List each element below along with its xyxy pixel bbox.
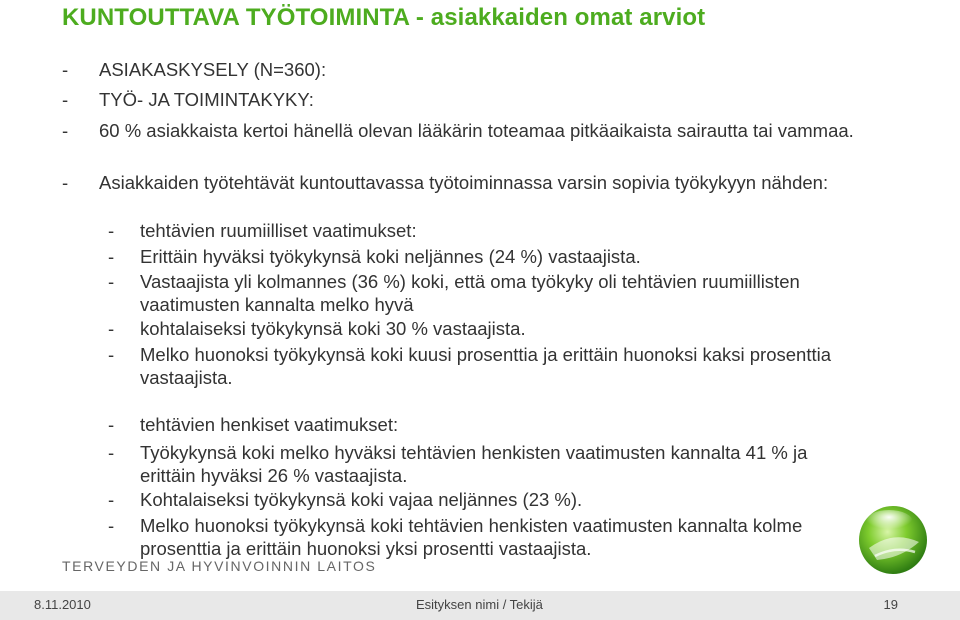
bullet-text: Melko huonoksi työkykynsä koki tehtävien henkisten vaatimusten kannalta kolme prosenttia ja erittäin huonoksi yksi prosentti vastaajista. [140, 515, 803, 559]
footer-presentation-title: Esityksen nimi / Tekijä [416, 597, 543, 612]
bullet-text: Asiakkaiden työtehtävät kuntouttavassa työtoiminnassa varsin sopivia työkykyyn nähden: [99, 172, 829, 193]
bullet-dash: - [62, 89, 69, 110]
bullet-chronic-illness [62, 119, 882, 142]
bullet-text: kohtalaiseksi työkykynsä koki 30 % vastaajista. [140, 318, 526, 339]
bullet-text: tehtävien ruumiilliset vaatimukset: [140, 220, 417, 241]
sub-bullet-moderate [108, 317, 868, 340]
sub-bullet-poor [108, 343, 868, 389]
footer-page-number: 19 [883, 597, 898, 612]
bullet-text: TYÖ- JA TOIMINTAKYKY: [99, 89, 314, 110]
bullet-text: tehtävien henkiset vaatimukset: [140, 414, 399, 435]
sub-bullet-mental-poor [108, 514, 848, 560]
sub-bullet-very-good [108, 245, 868, 268]
bullet-dash: - [108, 318, 115, 339]
footer-date: 8.11.2010 [34, 597, 91, 612]
bullet-dash: - [108, 271, 115, 292]
bullet-dash: - [108, 246, 115, 267]
bullet-text: Melko huonoksi työkykynsä koki kuusi prosenttia ja erittäin huonoksi kaksi prosenttia vastaajista. [140, 344, 832, 388]
bullet-text: ASIAKASKYSELY (N=360): [99, 59, 327, 80]
bullet-text: Erittäin hyväksi työkykynsä koki neljännes (24 %) vastaajista. [140, 246, 641, 267]
sub-bullet-physical-demands [108, 219, 868, 242]
bullet-dash: - [108, 220, 115, 241]
sub-bullet-mental-demands [108, 413, 868, 436]
bullet-dash: - [108, 489, 115, 510]
bullet-dash: - [108, 344, 115, 365]
bullet-text: Kohtalaiseksi työkykynsä koki vajaa neljännes (23 %). [140, 489, 583, 510]
slide-title: KUNTOUTTAVA TYÖTOIMINTA - asiakkaiden omat arviot [62, 4, 706, 31]
sub-bullet-fairly-good [108, 270, 868, 316]
bullet-text: Työkykynsä koki melko hyväksi tehtävien henkisten vaatimusten kannalta 41 % ja erittäin hyväksi 26 % vastaajista. [140, 442, 808, 486]
bullet-dash: - [108, 515, 115, 536]
sub-bullet-mental-moderate [108, 488, 868, 511]
bullet-dash: - [62, 172, 69, 193]
bullet-dash: - [108, 442, 115, 463]
bullet-dash: - [62, 59, 69, 80]
bullet-dash: - [62, 120, 69, 141]
bullet-task-suitability [62, 171, 882, 194]
bullet-survey [62, 58, 882, 81]
green-orb-icon [855, 500, 931, 576]
bullet-text: 60 % asiakkaista kertoi hänellä olevan lääkärin toteamaa pitkäaikaista sairautta tai vammaa. [99, 120, 854, 141]
organization-logo-text: TERVEYDEN JA HYVINVOINNIN LAITOS [62, 558, 377, 574]
sub-bullet-mental-good [108, 441, 868, 487]
bullet-work-ability [62, 88, 882, 111]
bullet-text: Vastaajista yli kolmannes (36 %) koki, että oma työkyky oli tehtävien ruumiillisten vaatimusten kannalta melko hyvä [140, 271, 800, 315]
slide-footer [0, 591, 960, 620]
bullet-dash: - [108, 414, 115, 435]
